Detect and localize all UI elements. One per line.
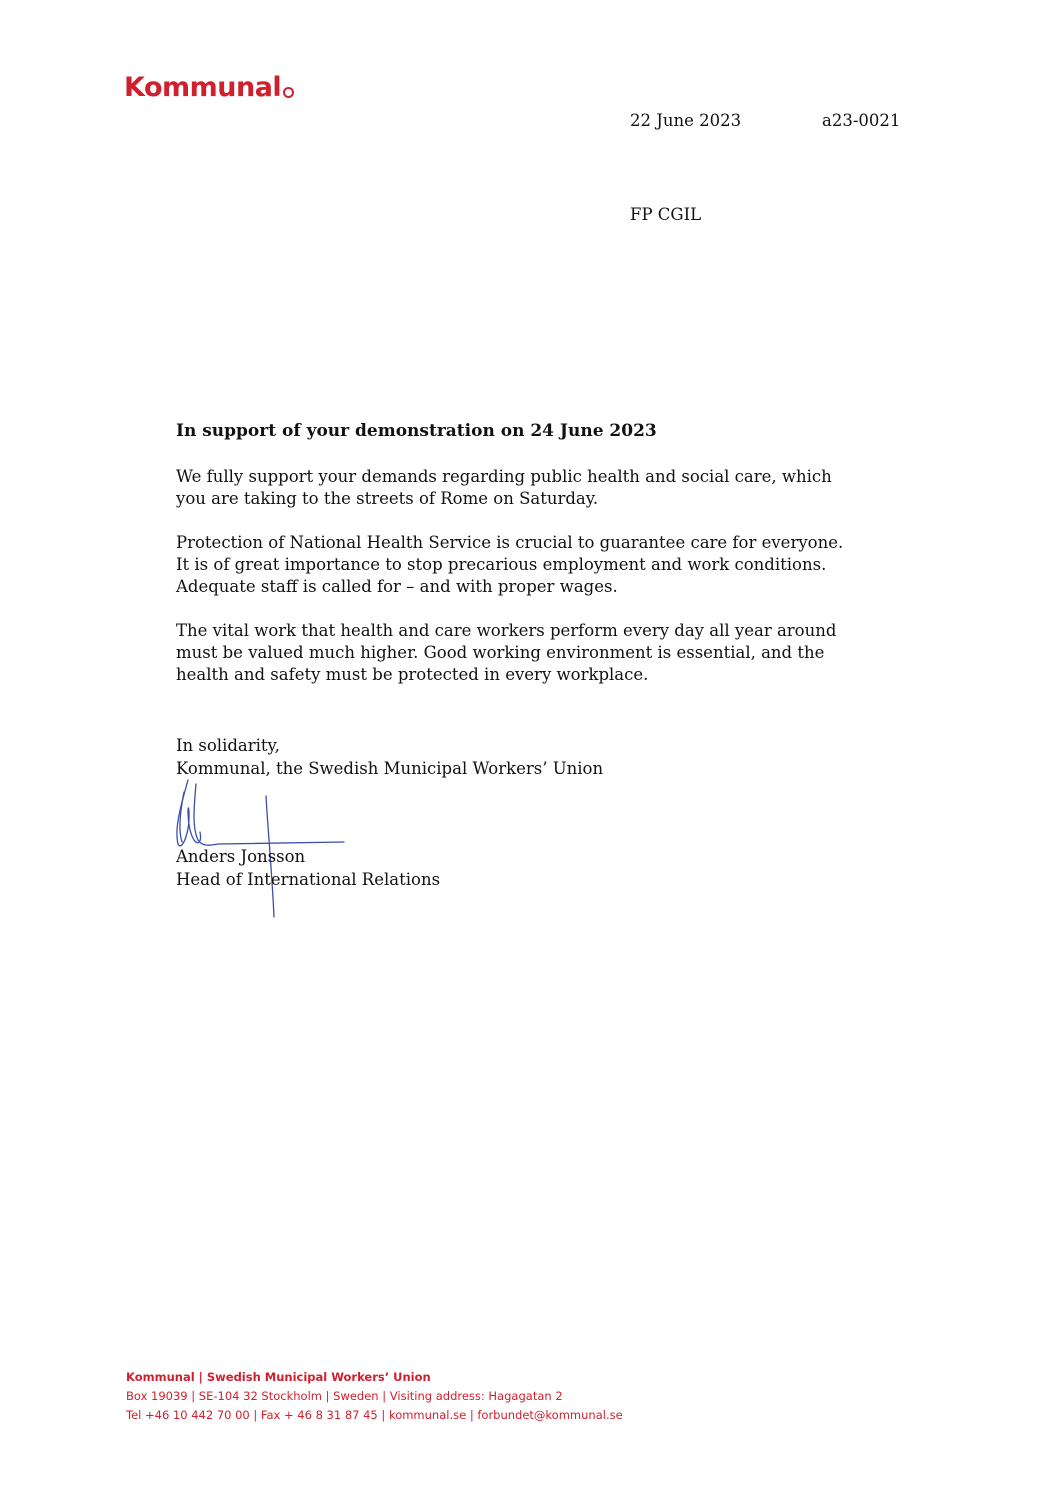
footer-organization: Kommunal | Swedish Municipal Workers’ Union [126,1370,431,1384]
paragraph-3 [176,620,876,686]
paragraph-2 [176,532,876,598]
footer-address: Box 19039 | SE-104 32 Stockholm | Sweden | Visiting address: Hagagatan 2 [126,1389,563,1403]
signer-title: Head of International Relations [176,870,441,889]
paragraph-line: The vital work that health and care workers perform every day all year around [176,621,837,640]
paragraph-line: It is of great importance to stop precarious employment and work conditions. [176,555,827,574]
logo-ring-icon [283,87,294,98]
closing-organization: Kommunal, the Swedish Municipal Workers’ Union [176,759,604,778]
recipient: FP CGIL [630,205,702,224]
signer-block [176,845,440,891]
paragraph-line: health and safety must be protected in every workplace. [176,665,649,684]
paragraph-1 [176,466,876,510]
signature-stroke [180,792,184,842]
footer-contact: Tel +46 10 442 70 00 | Fax + 46 8 31 87 45 | kommunal.se | forbundet@kommunal.se [126,1408,623,1422]
closing-salutation: In solidarity, [176,736,280,755]
paragraph-line: you are taking to the streets of Rome on Saturday. [176,489,599,508]
letter-subject: In support of your demonstration on 24 June 2023 [176,421,657,441]
signer-name: Anders Jonsson [176,847,306,866]
kommunal-logo [124,74,294,101]
reference-number: a23-0021 [822,111,901,130]
letter-footer [126,1368,623,1425]
logo-text: Kommunal [124,72,282,103]
paragraph-line: Protection of National Health Service is crucial to guarantee care for everyone. [176,533,844,552]
paragraph-line: must be valued much higher. Good working environment is essential, and the [176,643,825,662]
letter-body [176,466,876,708]
letter-date: 22 June 2023 [630,111,742,130]
paragraph-line: We fully support your demands regarding public health and social care, which [176,467,832,486]
paragraph-line: Adequate staff is called for – and with proper wages. [176,577,618,596]
